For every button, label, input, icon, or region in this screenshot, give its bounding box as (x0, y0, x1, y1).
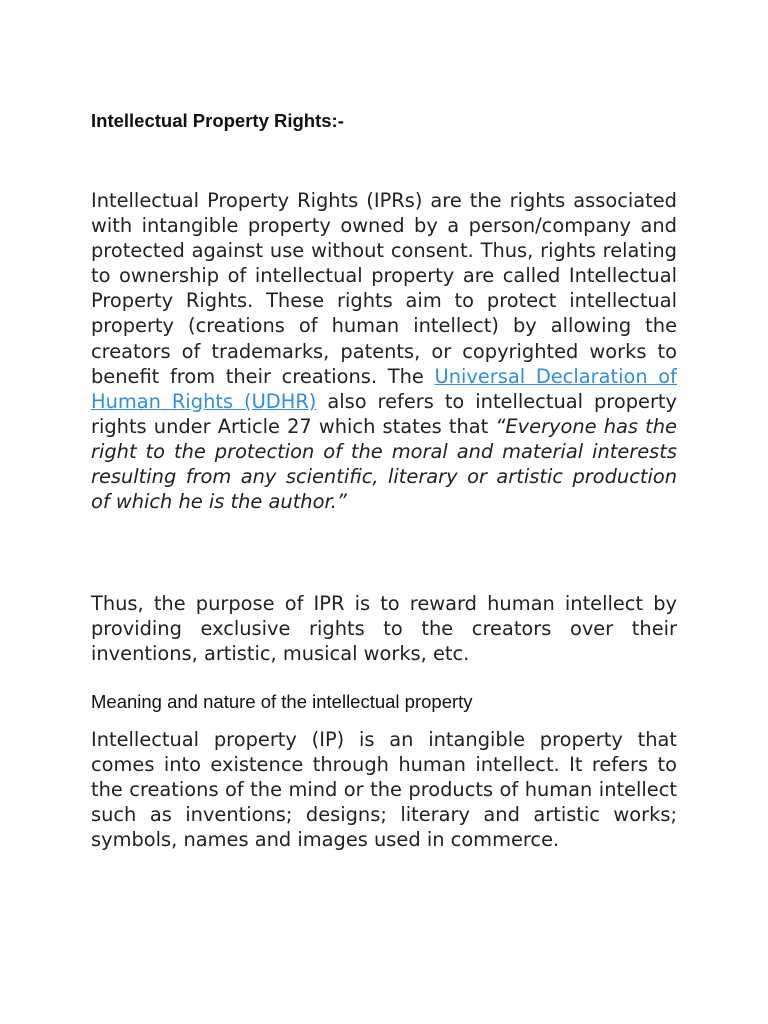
paragraph-ipr-definition-text: Intellectual Property Rights (IPRs) are the rights associated with intangible property owned by a person/company and protected against use without consent. Thus, rights relating to ownership of intellectual property are called Intellectual Property Rights. These rights aim to protect intellectual property (creations of human intellect) by allowing the creators of trademarks, patents, or copyrighted works to benefit from their creations. The (91, 189, 677, 388)
paragraph-ipr-article-text: also refers to intellectual property rights under Article 27 which states that (91, 389, 677, 438)
section-heading-ipr: Intellectual Property Rights:- (91, 110, 344, 131)
udhr-article-27-quote: “Everyone has the right to the protection of the moral and material interests resulting from any scientific, literary or artistic production of which he is the author.” (91, 414, 677, 514)
paragraph-ip-meaning: Intellectual property (IP) is an intangible property that comes into existence through human intellect. It refers to the creations of the mind or the products of human intellect such as inventions; designs; literary and artistic works; symbols, names and images used in commerce. (91, 728, 677, 852)
paragraph-ipr-purpose: Thus, the purpose of IPR is to reward human intellect by providing exclusive rights to the creators over their inventions, artistic, musical works, etc. (91, 592, 677, 666)
paragraph-ipr-definition (91, 188, 677, 514)
section-heading-meaning-nature: Meaning and nature of the intellectual property (91, 691, 473, 712)
udhr-link[interactable]: Universal Declaration of Human Rights (UDHR) (91, 364, 677, 413)
